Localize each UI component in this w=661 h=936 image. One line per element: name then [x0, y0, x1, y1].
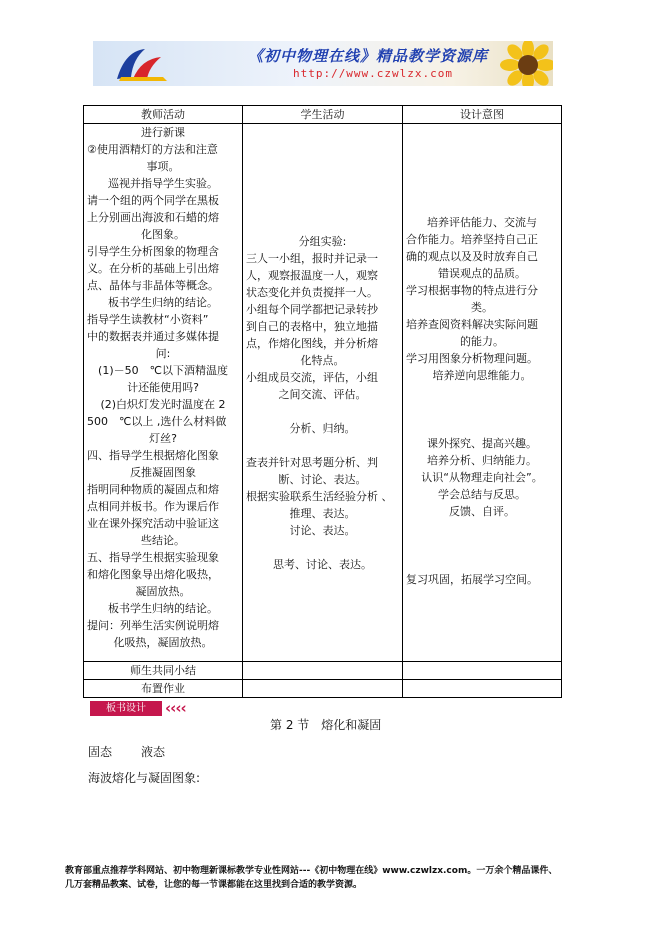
teacher-line: 提问：列举生活实例说明熔 — [87, 619, 219, 632]
header-design-intent: 设计意图 — [403, 106, 562, 124]
empty-cell — [243, 680, 403, 698]
teacher-line: 500 ℃以上 ,选什么材料做 — [87, 415, 227, 428]
sunflower-icon — [498, 41, 553, 86]
teacher-line: 义。在分析的基础上引出熔 — [87, 262, 219, 275]
teacher-line: 指明同种物质的凝固点和熔 — [87, 483, 219, 496]
design-line: 认识“从物理走向社会”。 — [421, 471, 543, 484]
teacher-line: 灯丝? — [149, 432, 177, 445]
teacher-line: 引导学生分析图象的物理含 — [87, 245, 219, 258]
teacher-line: 五、指导学生根据实验现象 — [87, 551, 219, 564]
teacher-line: 点、晶体与非晶体等概念。 — [87, 279, 219, 292]
student-line: 分组实验: — [298, 235, 347, 248]
student-line: 到自己的表格中，独立地描 — [246, 320, 378, 333]
board-graph-caption: 海波熔化与凝固图象: — [88, 771, 201, 785]
student-line: 推理、表达。 — [289, 507, 356, 520]
teacher-line: 板书学生归纳的结论。 — [108, 296, 218, 309]
chevrons-left-icon: ‹‹‹‹ — [165, 699, 186, 717]
empty-cell — [403, 680, 562, 698]
student-line: 思考、讨论、表达。 — [273, 558, 372, 571]
design-line: 反馈、自评。 — [449, 505, 515, 518]
design-line: 错误观点的品质。 — [438, 267, 526, 280]
design-line: 培养分析、归纳能力。 — [427, 454, 537, 467]
empty-cell — [403, 662, 562, 680]
student-line: 小组成员交流，评估，小组 — [246, 371, 378, 384]
student-line — [246, 403, 399, 420]
teacher-line: 板书学生归纳的结论。 — [108, 602, 218, 615]
footer-line: 教育部重点推荐学科网站、初中物理新课标教学专业性网站---《初中物理在线》www.czwlzx.com。一万余个精品课件、 — [65, 866, 558, 876]
design-line: 课外探究、提高兴趣。 — [427, 437, 537, 450]
student-line — [246, 437, 399, 454]
teacher-line: (2)白炽灯发光时温度在 2 — [100, 398, 226, 411]
student-line: 讨论、表达。 — [289, 524, 356, 537]
student-line: 分析、归纳。 — [289, 422, 356, 435]
design-line: 合作能力。培养坚持自己正 — [406, 233, 538, 246]
student-line — [246, 539, 399, 556]
student-line: 人，观察报温度一人，观察 — [246, 269, 378, 282]
design-line: 培养评估能力、交流与 — [427, 216, 537, 229]
teacher-line: 中的数据表并通过多媒体提 — [87, 330, 219, 343]
table-header-row — [84, 106, 562, 124]
design-line — [406, 418, 558, 435]
header-teacher-activity: 教师活动 — [84, 106, 243, 124]
design-intent-cell — [403, 124, 562, 662]
table-row-homework — [84, 680, 562, 698]
design-line — [406, 554, 558, 571]
teacher-line: ②使用酒精灯的方法和注意 — [87, 143, 218, 156]
teacher-line: 些结论。 — [141, 534, 185, 547]
design-line: 学会总结与反思。 — [438, 488, 526, 501]
teacher-line: 计还能使用吗? — [127, 381, 199, 394]
teacher-line: 凝固放热。 — [135, 585, 191, 598]
teacher-line: 业在课外探究活动中验证这 — [87, 517, 219, 530]
student-line: 之间交流、评估。 — [278, 388, 367, 401]
teacher-line: 和熔化图象导出熔化吸热， — [87, 568, 219, 581]
teacher-line: 反推凝固图象 — [130, 466, 196, 479]
student-line: 点，作熔化图线，并分析熔 — [246, 337, 378, 350]
design-line: 学习用图象分析物理问题。 — [406, 352, 538, 365]
design-line — [406, 401, 558, 418]
teacher-line: 化图象。 — [141, 228, 185, 241]
board-design-badge — [90, 701, 205, 717]
student-line: 三人一小组，报时并记录一 — [246, 252, 378, 265]
student-line: 化特点。 — [300, 354, 345, 367]
teacher-line: 四、指导学生根据熔化图象 — [87, 449, 219, 462]
teacher-activity-cell — [84, 124, 243, 662]
page-footer — [65, 864, 605, 892]
teacher-line: 上分别画出海波和石蜡的熔 — [87, 211, 219, 224]
teacher-line: 巡视并指导学生实验。 — [108, 177, 218, 190]
header-student-activity: 学生活动 — [243, 106, 403, 124]
site-banner — [93, 41, 553, 86]
student-line: 状态变化并负责搅拌一人。 — [246, 286, 378, 299]
table-row-summary — [84, 662, 562, 680]
design-line: 复习巩固，拓展学习空间。 — [406, 573, 538, 586]
design-line: 确的观点以及及时放弃自己 — [406, 250, 538, 263]
student-activity-cell — [243, 124, 403, 662]
student-line: 小组每个同学都把记录转抄 — [246, 303, 378, 316]
teacher-line: 点相同并板书。作为课后作 — [87, 500, 219, 513]
student-line: 根据实验联系生活经验分析 、 — [246, 490, 393, 503]
homework-row-label: 布置作业 — [84, 680, 243, 698]
teacher-line: 指导学生读教材“小资料” — [87, 313, 209, 326]
design-line: 类。 — [471, 301, 493, 314]
design-line — [406, 520, 558, 537]
table-row — [84, 124, 562, 662]
board-design-badge-label: 板书设计 — [90, 701, 162, 716]
lesson-plan-table — [83, 105, 562, 698]
board-title: 第 2 节 熔化和凝固 — [270, 718, 382, 732]
banner-title: 《初中物理在线》精品教学资源库 — [247, 47, 488, 65]
summary-row-label: 师生共同小结 — [84, 662, 243, 680]
teacher-line: 进行新课 — [141, 126, 185, 139]
empty-cell — [243, 662, 403, 680]
site-logo-icon — [111, 45, 171, 83]
board-state-solid: 固态 — [88, 745, 113, 759]
footer-line: 几万套精品教案、试卷，让您的每一节课都能在这里找到合适的教学资源。 — [65, 880, 363, 890]
teacher-line: (1)－50 ℃以下酒精温度 — [98, 364, 228, 377]
board-state-liquid: 液态 — [141, 745, 166, 759]
design-line: 学习根据事物的特点进行分 — [406, 284, 538, 297]
teacher-line: 事项。 — [146, 160, 180, 173]
teacher-line: 请一个组的两个同学在黑板 — [87, 194, 219, 207]
student-line: 断、讨论、表达。 — [278, 473, 367, 486]
teacher-line: 问: — [155, 347, 171, 360]
teacher-line: 化吸热，凝固放热。 — [113, 636, 213, 649]
design-line: 培养查阅资料解决实际问题 — [406, 318, 538, 331]
student-line: 查表并针对思考题分析、判 — [246, 456, 378, 469]
design-line: 培养逆向思维能力。 — [432, 369, 532, 382]
banner-url[interactable]: http://www.czwlzx.com — [292, 67, 454, 80]
design-line — [406, 384, 558, 401]
design-line — [406, 537, 558, 554]
design-line: 的能力。 — [460, 335, 504, 348]
